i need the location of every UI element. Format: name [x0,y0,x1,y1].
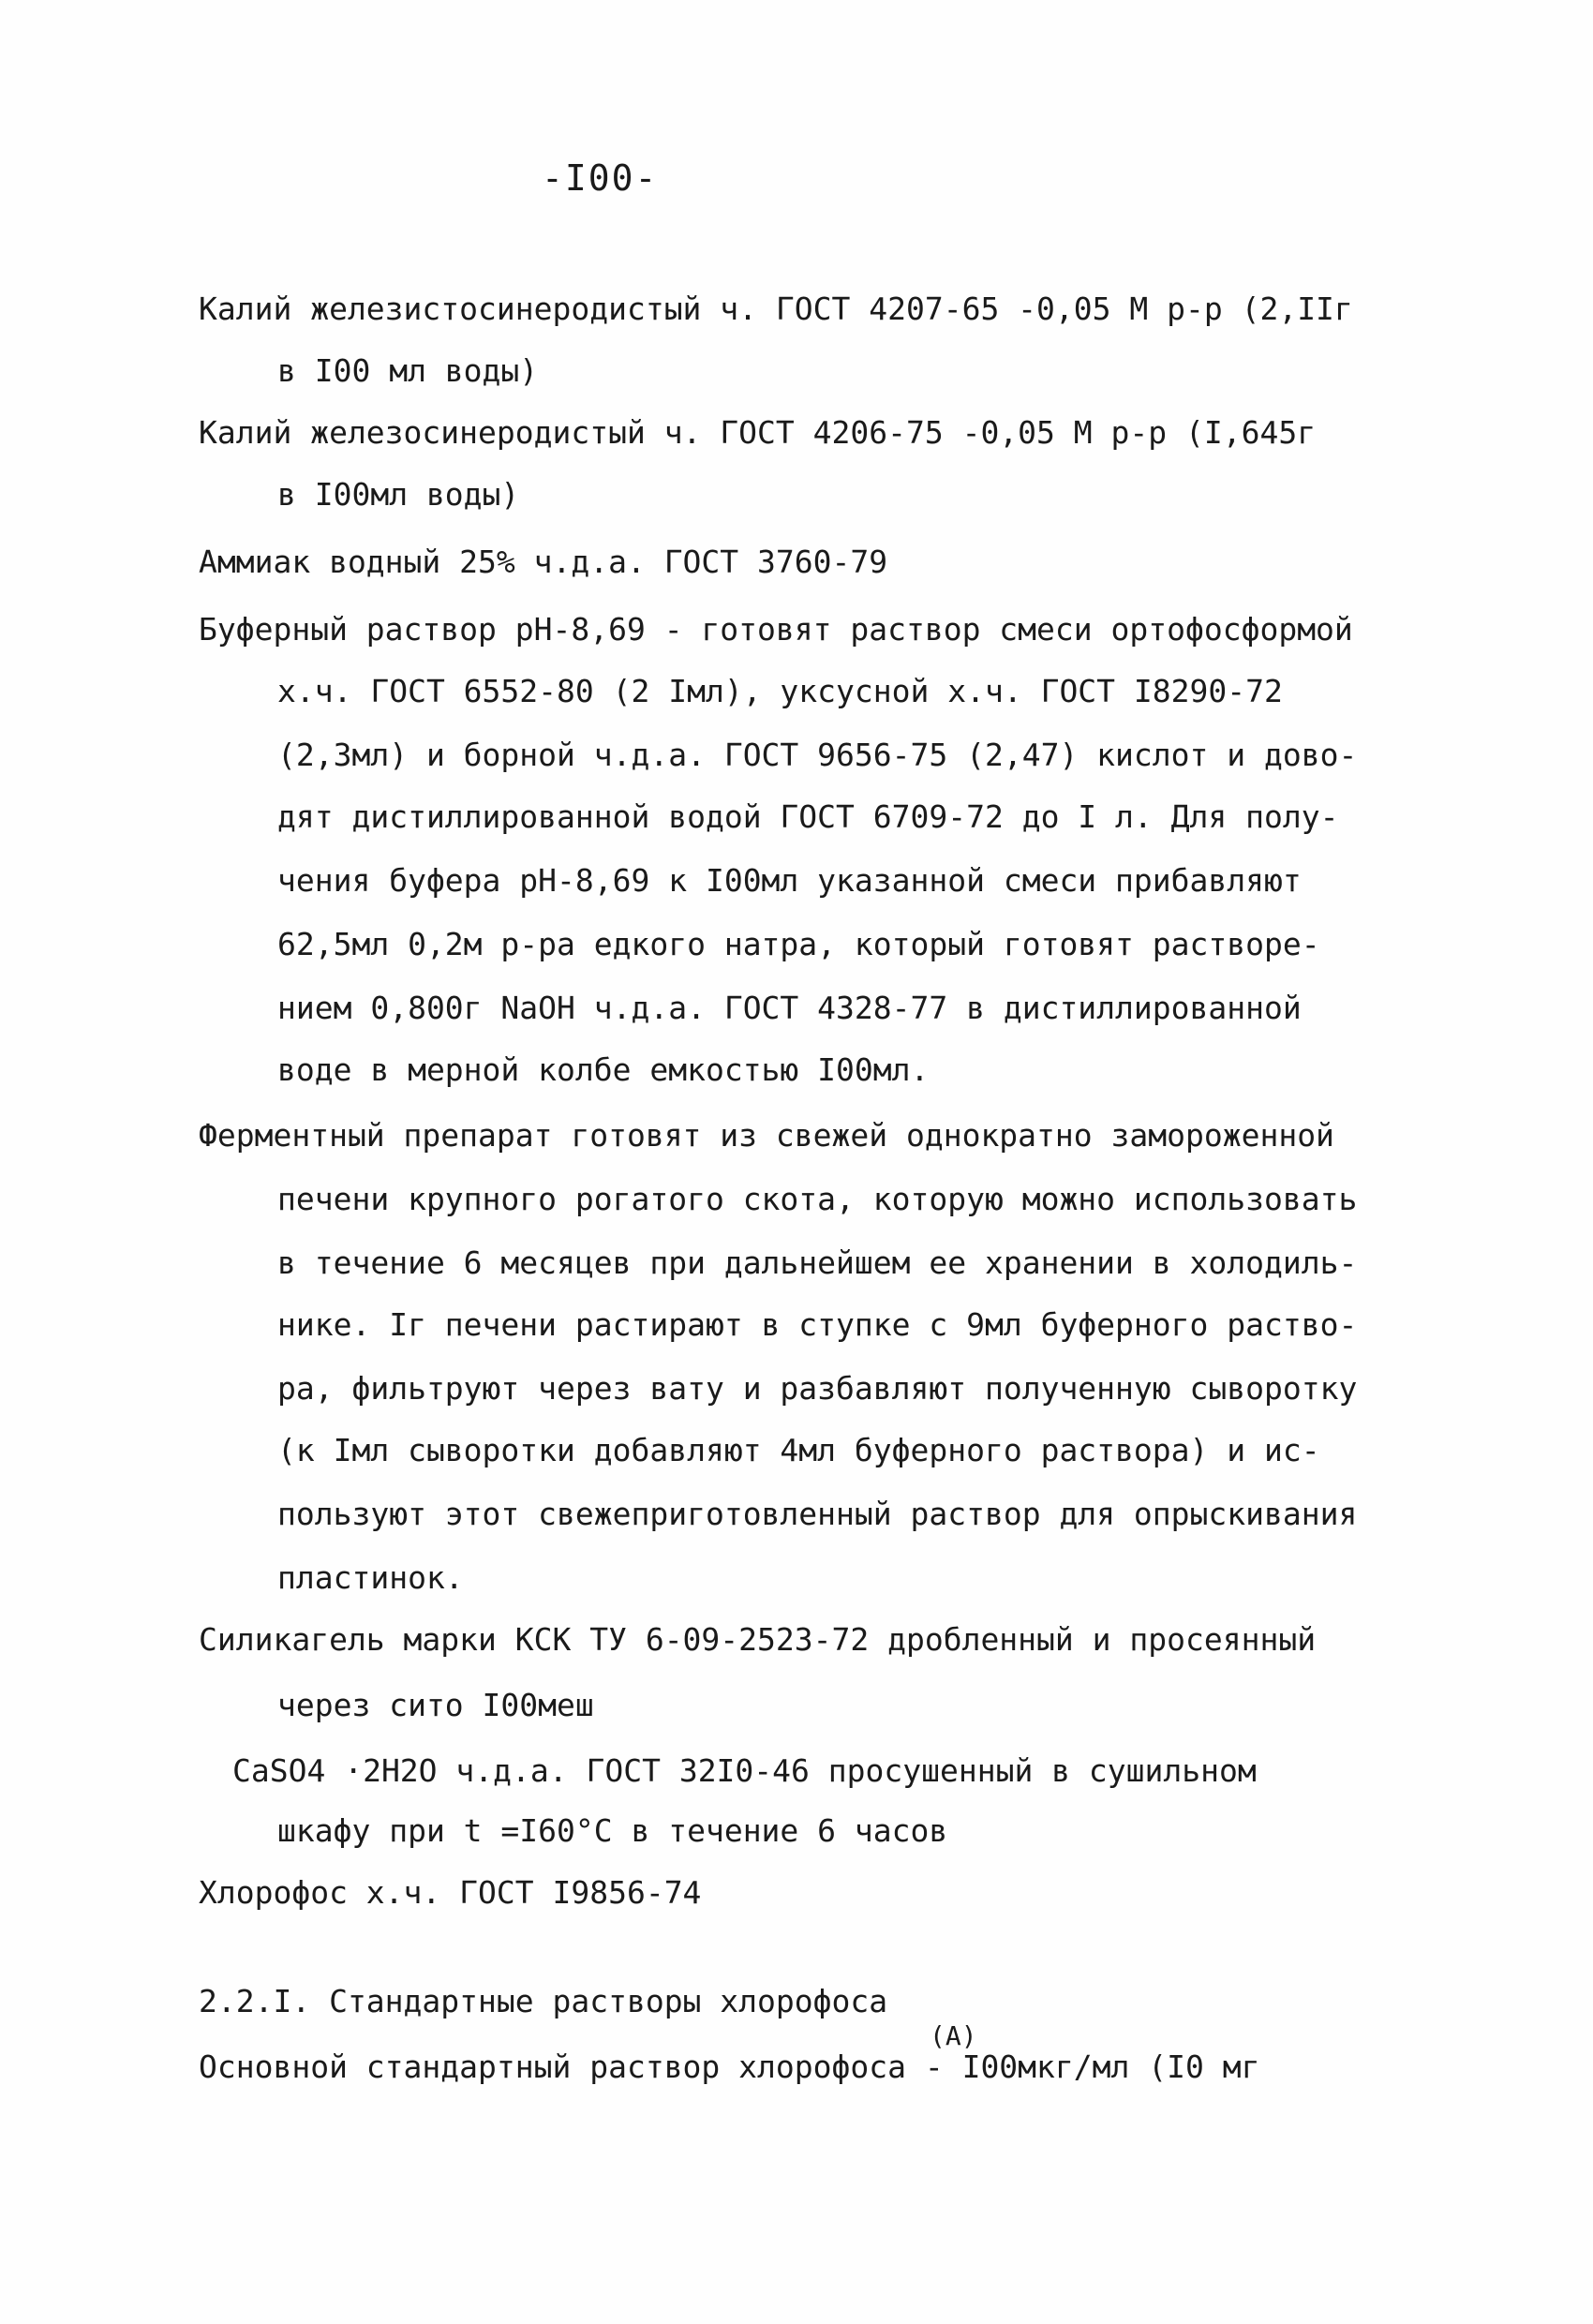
text-line: Силикагель марки КСК ТУ 6-09-2523-72 дробленный и просеянный [199,1621,1317,1658]
text-line: чения буфера рН-8,69 к I00мл указанной смеси прибавляют [277,862,1302,899]
superscript-marker: (A) [930,2020,977,2051]
text-line: Хлорофос х.ч. ГОСТ I9856-74 [199,1874,702,1911]
text-line: шкафу при t =I60°C в течение 6 часов [277,1812,948,1849]
section-heading: 2.2.I. Стандартные растворы хлорофоса [199,1983,888,2019]
text-line: (к Iмл сыворотки добавляют 4мл буферного раствора) и ис- [277,1432,1320,1468]
text-line: х.ч. ГОСТ 6552-80 (2 Iмл), уксусной х.ч. ГОСТ I8290-72 [277,673,1283,709]
text-line: Калий железистосинеродистый ч. ГОСТ 4207-65 -0,05 М р-р (2,IIг [199,290,1353,327]
text-line: Основной стандартный раствор хлорофоса - I00мкг/мл (I0 мг [199,2048,1260,2085]
text-line: в I00мл воды) [277,476,520,513]
text-line: печени крупного рогатого скота, которую можно использовать [277,1181,1358,1217]
text-line: Аммиак водный 25% ч.д.а. ГОСТ 3760-79 [199,544,888,580]
text-line-formula: CaSO4 ·2H2O ч.д.а. ГОСТ 32I0-46 просушенный в сушильном [232,1752,1257,1789]
text-line: ра, фильтруют через вату и разбавляют полученную сыворотку [277,1370,1358,1407]
text-line: в I00 мл воды) [277,352,539,389]
text-line: дят дистиллированной водой ГОСТ 6709-72 до I л. Для полу- [277,798,1339,835]
text-line: нием 0,800г NaOH ч.д.а. ГОСТ 4328-77 в дистиллированной [277,990,1302,1026]
text-line: воде в мерной колбе емкостью I00мл. [277,1051,930,1088]
text-line: 62,5мл 0,2м р-ра едкого натра, который готовят растворе- [277,926,1320,962]
text-line: в течение 6 месяцев при дальнейшем ее хранении в холодиль- [277,1244,1358,1281]
text-line: Буферный раствор рН-8,69 - готовят раствор смеси ортофосформой [199,611,1353,648]
text-line: нике. Iг печени растирают в ступке с 9мл буферного раство- [277,1306,1358,1343]
text-line: пользуют этот свежеприготовленный раствор для опрыскивания [277,1496,1358,1532]
text-line: (2,3мл) и борной ч.д.а. ГОСТ 9656-75 (2,47) кислот и дово- [277,737,1358,773]
text-line: пластинок. [277,1559,464,1596]
text-line: через сито I00меш [277,1687,594,1723]
text-line: Ферментный препарат готовят из свежей однократно замороженной [199,1117,1334,1154]
text-line: Калий железосинеродистый ч. ГОСТ 4206-75 -0,05 М р-р (I,645г [199,414,1317,451]
page-number: -I00- [542,157,659,199]
